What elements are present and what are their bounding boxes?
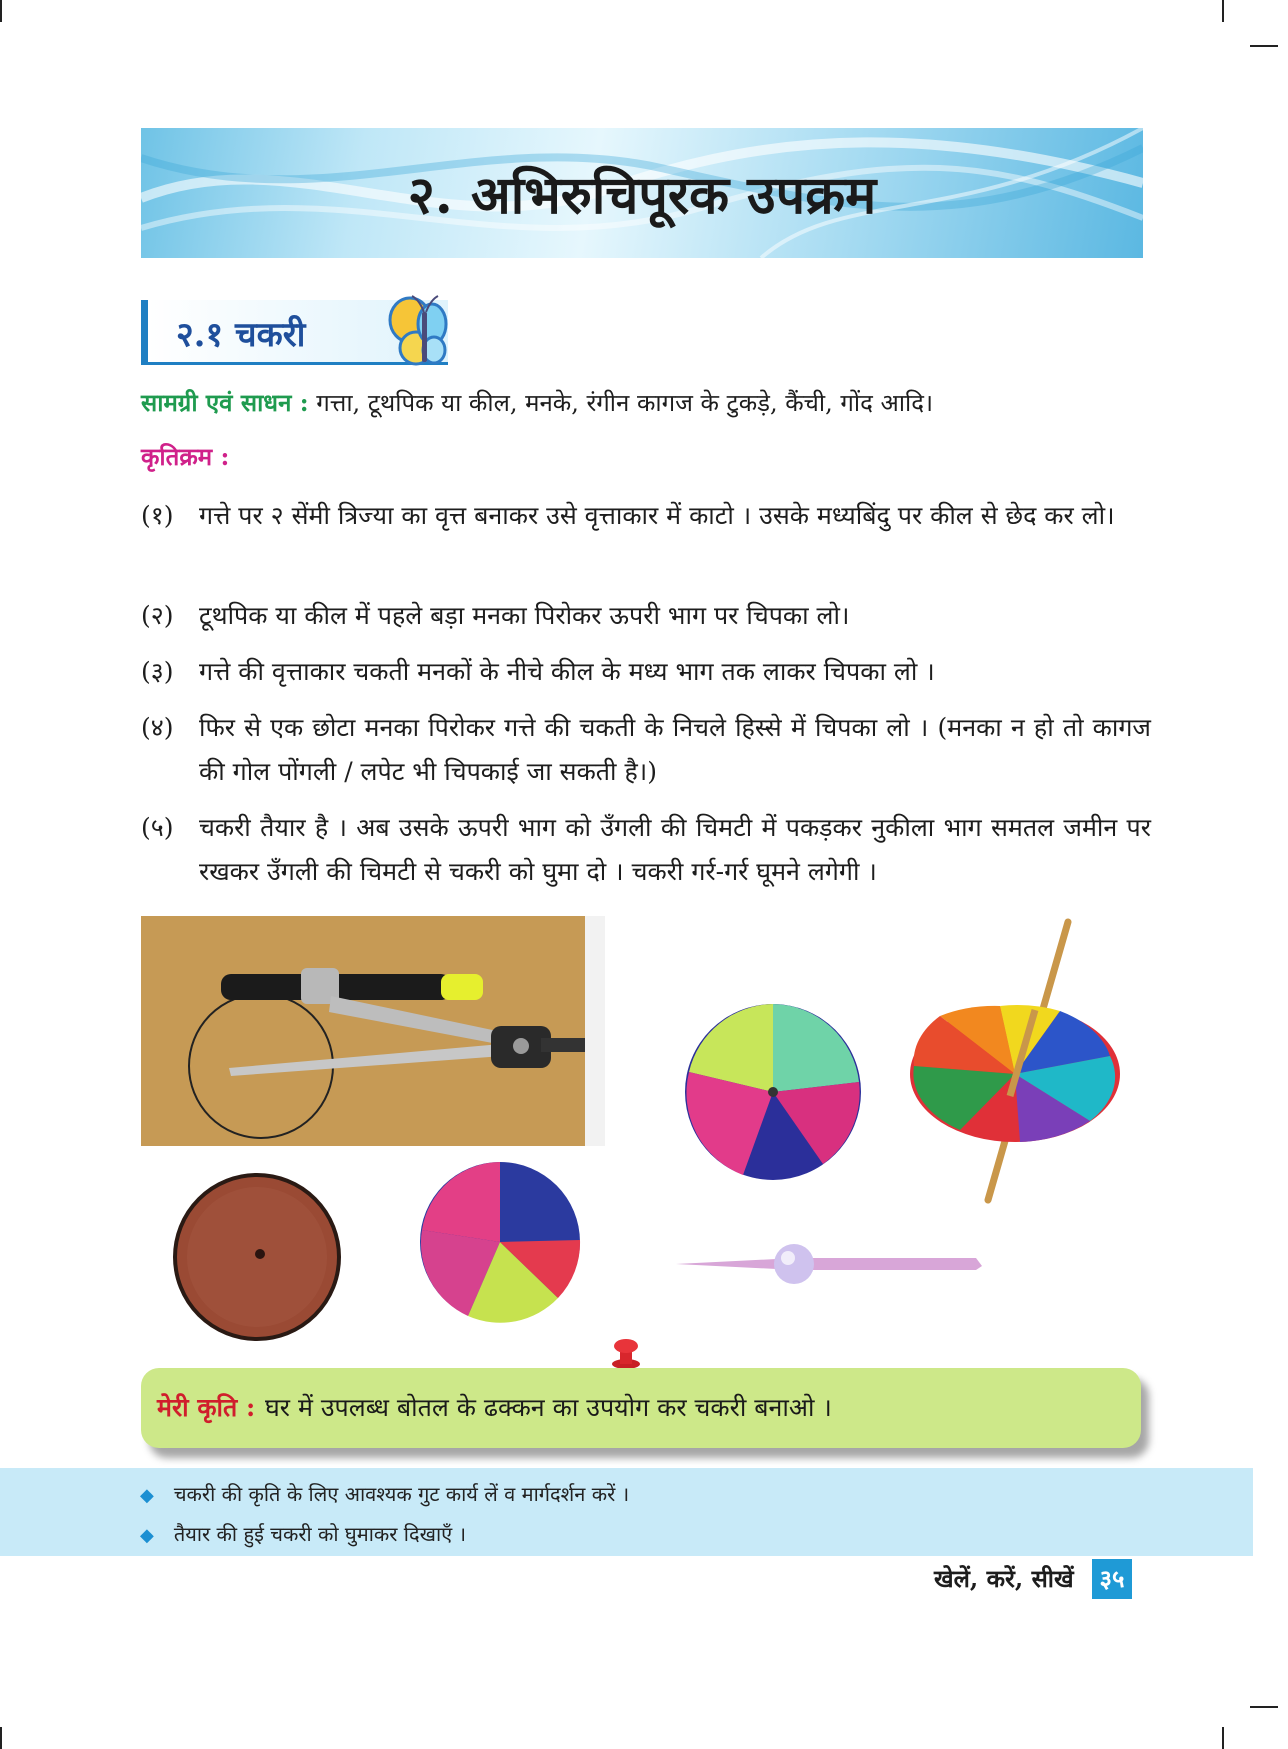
paper-disc-photo <box>418 1160 582 1324</box>
crop-mark <box>1222 0 1224 22</box>
chapter-title: २. अभिरुचिपूरक उपक्रम <box>407 165 877 226</box>
teacher-note-item <box>140 1520 466 1547</box>
materials-line <box>141 386 933 420</box>
procedure-label: कृतिक्रम : <box>141 442 230 471</box>
page-number: ३५ <box>1092 1559 1132 1599</box>
spinning-top-photo <box>900 916 1130 1206</box>
step-text: फिर से एक छोटा मनका पिरोकर गत्ते की चकती के निचले हिस्से में चिपका लो । (मनका न हो तो कागज की गोल पोंगली / लपेट भी चिपकाई जा सकती है।) <box>199 713 1151 786</box>
diamond-bullet-icon: ◆ <box>140 1525 154 1546</box>
step-number: (२) <box>141 601 174 630</box>
activity-label: मेरी कृति : <box>157 1393 256 1422</box>
toothpick-bead-photo <box>676 1236 986 1288</box>
teacher-note-text: चकरी की कृति के लिए आवश्यक गुट कार्य लें व मार्गदर्शन करें । <box>173 1482 630 1506</box>
crop-mark <box>1222 1727 1224 1749</box>
colored-disc-photo <box>683 1002 863 1182</box>
cardboard-disc-photo <box>172 1172 342 1342</box>
step-number: (१) <box>141 501 174 530</box>
chapter-banner <box>141 128 1143 258</box>
step-text: टूथपिक या कील में पहले बड़ा मनका पिरोकर ऊपरी भाग पर चिपका लो। <box>199 601 850 630</box>
step-number: (५) <box>141 813 174 842</box>
step-text: गत्ते की वृत्ताकार चकती मनकों के नीचे कील के मध्य भाग तक लाकर चिपका लो । <box>199 657 935 686</box>
materials-label: सामग्री एवं साधन : <box>141 388 309 417</box>
crop-mark <box>1250 45 1278 47</box>
butterfly-icon <box>386 294 456 370</box>
series-title: खेलें, करें, सीखें <box>934 1564 1074 1593</box>
section-title: २.१ चकरी <box>176 315 306 355</box>
diamond-bullet-icon: ◆ <box>140 1485 154 1506</box>
teacher-note-panel <box>0 1468 1253 1556</box>
compass-photo <box>141 916 605 1146</box>
crop-mark <box>0 0 2 22</box>
step-text: गत्ते पर २ सेंमी त्रिज्या का वृत्त बनाकर उसे वृत्ताकार में काटो । उसके मध्यबिंदु पर कील से छेद कर लो। <box>199 501 1115 530</box>
activity-text: घर में उपलब्ध बोतल के ढक्कन का उपयोग कर चकरी बनाओ । <box>265 1393 832 1422</box>
materials-text: गत्ता, टूथपिक या कील, मनके, रंगीन कागज के टुकड़े, कैंची, गोंद आदि। <box>316 389 934 417</box>
step-number: (४) <box>141 713 174 742</box>
crop-mark <box>0 1727 2 1749</box>
activity-box <box>141 1368 1141 1448</box>
step-text: चकरी तैयार है । अब उसके ऊपरी भाग को उँगली की चिमटी में पकड़कर नुकीला भाग समतल जमीन पर रखकर उँगली की चिमटी से चकरी को घुमा दो । चकरी गर्र-गर्र घूमने लगेगी । <box>199 813 1151 886</box>
step-number: (३) <box>141 657 174 686</box>
teacher-note-item <box>140 1480 629 1507</box>
crop-mark <box>1250 1706 1278 1708</box>
teacher-note-text: तैयार की हुई चकरी को घुमाकर दिखाएँ । <box>173 1522 467 1546</box>
